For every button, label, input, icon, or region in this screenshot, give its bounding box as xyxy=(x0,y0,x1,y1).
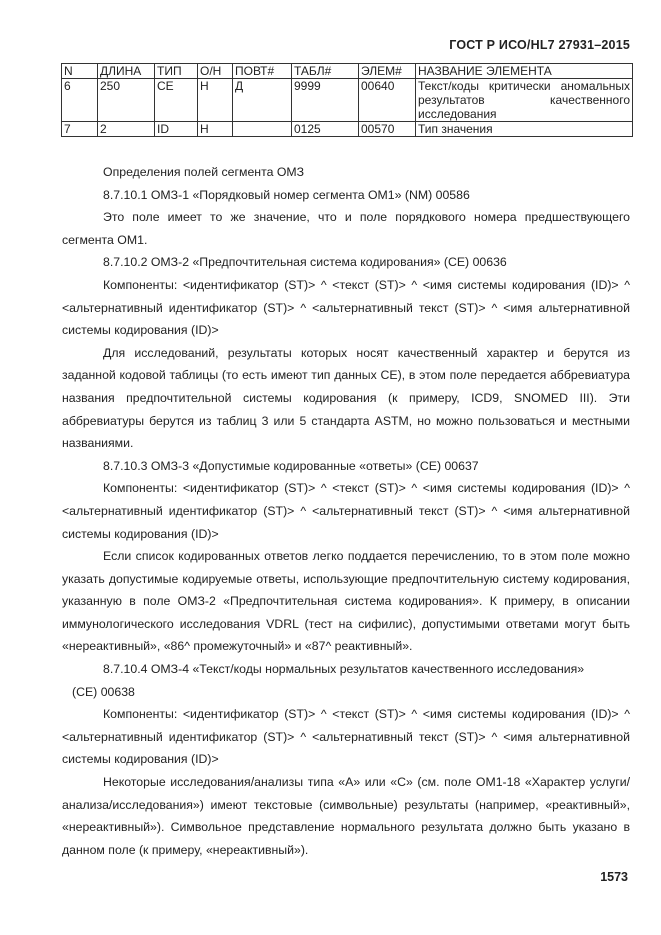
table-cell: 6 xyxy=(62,79,98,122)
paragraph: Для исследований, результаты которых носят качественный характер и берутся из заданной кодовой таблицы (то есть имеют тип данных CE), в этом поле передается аббревиатура названия предпочтительной системы кодирования (к примеру, ICD9, SNOMED III). Эти аббревиатуры берутся из таблиц 3 или 5 стандарта ASTM, но можно пользоваться и местными названиями. xyxy=(62,345,630,451)
page-number: 1573 xyxy=(600,870,628,884)
column-header-repeat: ПОВТ# xyxy=(233,64,292,79)
table-cell: 9999 xyxy=(292,79,359,122)
paragraph: Компоненты: <идентификатор (ST)> ^ <текст (ST)> ^ <имя системы кодирования (ID)> ^ <альтернативный идентификатор (ST)> ^ <альтернативный текст (ST)> ^ <имя альтернативной системы кодирования (ID)> xyxy=(62,481,630,541)
table-cell: Н xyxy=(198,122,233,137)
table-header-row xyxy=(62,64,633,79)
table-cell xyxy=(233,122,292,137)
table-cell: 250 xyxy=(98,79,155,122)
table-row xyxy=(62,122,633,137)
column-header-optional: О/Н xyxy=(198,64,233,79)
column-header-length: ДЛИНА xyxy=(98,64,155,79)
column-header-n: N xyxy=(62,64,98,79)
table-cell: 0125 xyxy=(292,122,359,137)
paragraph: Компоненты: <идентификатор (ST)> ^ <текст (ST)> ^ <имя системы кодирования (ID)> ^ <альтернативный идентификатор (ST)> ^ <альтернативный текст (ST)> ^ <имя альтернативной системы кодирования (ID)> xyxy=(62,277,630,338)
table-cell: ID xyxy=(155,122,198,137)
column-header-element: ЭЛЕМ# xyxy=(359,64,416,79)
paragraph: Это поле имеет то же значение, что и поле порядкового номера предшествующего сегмента ОМ1. xyxy=(62,210,630,247)
document-body xyxy=(62,161,630,861)
subsection-heading-continuation: (CE) 00638 xyxy=(72,684,135,699)
paragraph: Если список кодированных ответов легко поддается перечислению, то в этом поле можно указать допустимые кодируемые ответы, использующие предпочтительную систему кодирования, указанную в поле ОМЗ-2 «Предпочтительная система кодирования». К примеру, в описании иммунологического исследования VDRL (тест на сифилис), допустимыми ответами могут быть «нереактивный», «86^ промежуточный» и «87^ реактивный». xyxy=(62,549,630,654)
field-table xyxy=(61,63,633,137)
table-cell: Н xyxy=(198,79,233,122)
table-cell: CE xyxy=(155,79,198,122)
column-header-table: ТАБЛ# xyxy=(292,64,359,79)
paragraph: Некоторые исследования/анализы типа «А» или «С» (см. поле ОМ1-18 «Характер услуги/анализа/исследования») имеют текстовые (символьные) результаты (например, «реактивный», «нереактивный»). Символьное представление нормального результата должно быть указано в данном поле (к примеру, «нереактивный»). xyxy=(62,775,630,857)
table-cell: 7 xyxy=(62,122,98,137)
subsection-heading: 8.7.10.4 ОМЗ-4 «Текст/коды нормальных результатов качественного исследования» xyxy=(103,662,585,677)
table-cell: Д xyxy=(233,79,292,122)
section-intro: Определения полей сегмента ОМЗ xyxy=(103,165,305,179)
column-header-element-name: НАЗВАНИЕ ЭЛЕМЕНТА xyxy=(416,64,633,79)
subsection-heading: 8.7.10.3 ОМЗ-3 «Допустимые кодированные «ответы» (CE) 00637 xyxy=(103,458,479,473)
paragraph: Компоненты: <идентификатор (ST)> ^ <текст (ST)> ^ <имя системы кодирования (ID)> ^ <альтернативный идентификатор (ST)> ^ <альтернативный текст (ST)> ^ <имя альтернативной системы кодирования (ID)> xyxy=(62,707,630,767)
document-header: ГОСТ Р ИСО/HL7 27931–2015 xyxy=(449,38,630,52)
table-cell: 00570 xyxy=(359,122,416,137)
table-cell: 2 xyxy=(98,122,155,137)
table-cell: 00640 xyxy=(359,79,416,122)
table-cell: Тип значения xyxy=(416,122,633,137)
table-cell: Текст/коды критически аномальных результатов качественного исследования xyxy=(416,79,633,122)
column-header-type: ТИП xyxy=(155,64,198,79)
table-row xyxy=(62,79,633,122)
subsection-heading: 8.7.10.1 ОМЗ-1 «Порядковый номер сегмента ОМ1» (NM) 00586 xyxy=(103,187,470,202)
subsection-heading: 8.7.10.2 ОМЗ-2 «Предпочтительная система кодирования» (CE) 00636 xyxy=(103,255,507,270)
